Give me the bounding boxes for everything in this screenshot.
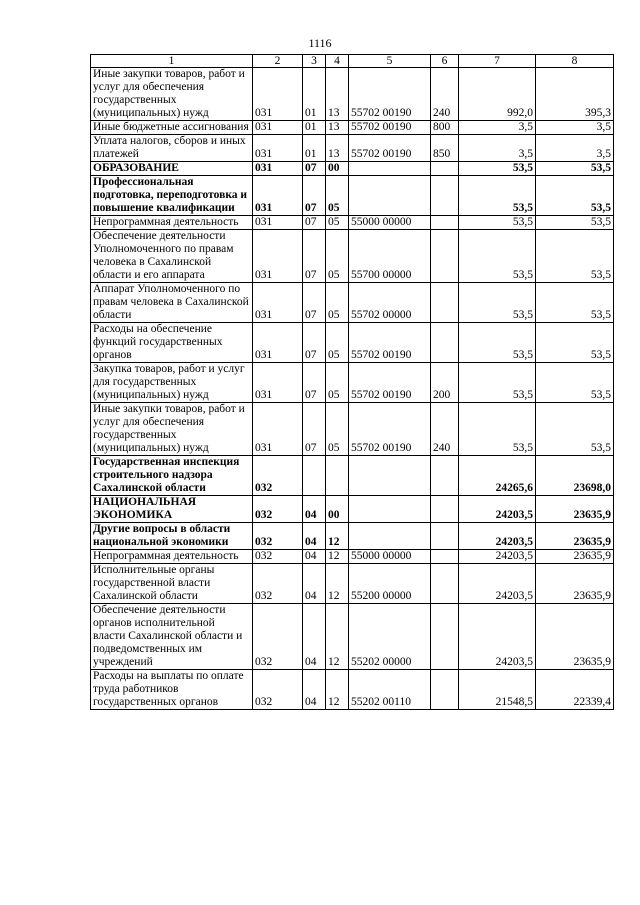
row-amount-1: 24203,5 <box>459 523 536 550</box>
row-expense-type <box>431 670 459 710</box>
row-section: 04 <box>303 496 326 523</box>
row-section: 04 <box>303 550 326 564</box>
row-admin-code: 031 <box>253 176 303 216</box>
row-target-article: 55702 00190 <box>349 323 431 363</box>
row-subsection: 12 <box>326 604 349 670</box>
row-subsection: 12 <box>326 670 349 710</box>
row-amount-2: 22339,4 <box>536 670 614 710</box>
row-amount-1: 21548,5 <box>459 670 536 710</box>
row-amount-2: 23635,9 <box>536 550 614 564</box>
row-name: Профессиональная подготовка, переподготовка и повышение квалификации <box>91 176 253 216</box>
row-name: Уплата налогов, сборов и иных платежей <box>91 135 253 162</box>
row-name: Закупка товаров, работ и услуг для государственных (муниципальных) нужд <box>91 363 253 403</box>
row-subsection: 05 <box>326 323 349 363</box>
row-section: 04 <box>303 604 326 670</box>
row-name: Непрограммная деятельность <box>91 216 253 230</box>
row-admin-code: 032 <box>253 456 303 496</box>
row-target-article: 55000 00000 <box>349 550 431 564</box>
row-admin-code: 031 <box>253 121 303 135</box>
row-section: 07 <box>303 162 326 176</box>
row-subsection: 00 <box>326 162 349 176</box>
row-admin-code: 031 <box>253 135 303 162</box>
row-expense-type <box>431 283 459 323</box>
row-admin-code: 031 <box>253 162 303 176</box>
row-amount-1: 3,5 <box>459 121 536 135</box>
row-section: 07 <box>303 283 326 323</box>
row-section: 04 <box>303 564 326 604</box>
row-amount-2: 23635,9 <box>536 604 614 670</box>
row-amount-2: 53,5 <box>536 162 614 176</box>
row-name: Аппарат Уполномоченного по правам человека в Сахалинской области <box>91 283 253 323</box>
row-expense-type <box>431 230 459 283</box>
row-section: 04 <box>303 523 326 550</box>
row-amount-1: 24265,6 <box>459 456 536 496</box>
row-target-article <box>349 523 431 550</box>
column-header: 2 <box>253 55 303 68</box>
row-section: 01 <box>303 68 326 121</box>
row-amount-2: 53,5 <box>536 216 614 230</box>
row-subsection: 12 <box>326 564 349 604</box>
row-amount-1: 53,5 <box>459 323 536 363</box>
row-amount-1: 24203,5 <box>459 604 536 670</box>
row-amount-1: 53,5 <box>459 216 536 230</box>
row-expense-type <box>431 456 459 496</box>
table-row <box>91 496 614 523</box>
table-row <box>91 68 614 121</box>
row-expense-type <box>431 564 459 604</box>
row-subsection: 00 <box>326 496 349 523</box>
row-amount-1: 992,0 <box>459 68 536 121</box>
row-amount-1: 24203,5 <box>459 564 536 604</box>
row-expense-type: 850 <box>431 135 459 162</box>
row-amount-2: 53,5 <box>536 323 614 363</box>
row-subsection: 12 <box>326 523 349 550</box>
row-subsection: 05 <box>326 216 349 230</box>
row-amount-1: 24203,5 <box>459 496 536 523</box>
row-amount-1: 3,5 <box>459 135 536 162</box>
row-admin-code: 032 <box>253 496 303 523</box>
row-section: 07 <box>303 176 326 216</box>
table-row <box>91 323 614 363</box>
row-name: Иные закупки товаров, работ и услуг для обеспечения государственных (муниципальных) нужд <box>91 403 253 456</box>
row-section: 07 <box>303 403 326 456</box>
row-target-article: 55000 00000 <box>349 216 431 230</box>
row-section: 07 <box>303 216 326 230</box>
row-amount-2: 395,3 <box>536 68 614 121</box>
row-amount-1: 53,5 <box>459 162 536 176</box>
table-row <box>91 162 614 176</box>
row-subsection: 12 <box>326 550 349 564</box>
row-name: Расходы на обеспечение функций государственных органов <box>91 323 253 363</box>
row-amount-1: 53,5 <box>459 363 536 403</box>
row-expense-type <box>431 323 459 363</box>
row-expense-type <box>431 216 459 230</box>
row-target-article <box>349 176 431 216</box>
row-amount-1: 53,5 <box>459 230 536 283</box>
row-subsection: 05 <box>326 403 349 456</box>
row-admin-code: 031 <box>253 68 303 121</box>
row-expense-type <box>431 523 459 550</box>
table-row <box>91 230 614 283</box>
row-target-article: 55702 00190 <box>349 121 431 135</box>
column-header: 6 <box>431 55 459 68</box>
column-header: 8 <box>536 55 614 68</box>
row-admin-code: 032 <box>253 564 303 604</box>
row-target-article: 55702 00190 <box>349 135 431 162</box>
row-expense-type <box>431 162 459 176</box>
column-header: 3 <box>303 55 326 68</box>
row-amount-2: 23635,9 <box>536 564 614 604</box>
table-row <box>91 216 614 230</box>
row-section: 01 <box>303 121 326 135</box>
row-expense-type: 240 <box>431 403 459 456</box>
table-row <box>91 550 614 564</box>
row-target-article <box>349 496 431 523</box>
row-expense-type <box>431 604 459 670</box>
row-amount-1: 53,5 <box>459 283 536 323</box>
row-expense-type <box>431 496 459 523</box>
row-admin-code: 032 <box>253 604 303 670</box>
row-expense-type <box>431 176 459 216</box>
row-admin-code: 031 <box>253 403 303 456</box>
row-admin-code: 032 <box>253 550 303 564</box>
table-row <box>91 604 614 670</box>
row-name: Иные закупки товаров, работ и услуг для обеспечения государственных (муниципальных) нужд <box>91 68 253 121</box>
row-name: Расходы на выплаты по оплате труда работников государственных органов <box>91 670 253 710</box>
table-row <box>91 121 614 135</box>
row-section: 04 <box>303 670 326 710</box>
row-amount-2: 3,5 <box>536 135 614 162</box>
row-amount-2: 53,5 <box>536 230 614 283</box>
row-subsection: 05 <box>326 363 349 403</box>
row-target-article: 55702 00190 <box>349 68 431 121</box>
row-target-article: 55700 00000 <box>349 230 431 283</box>
row-amount-2: 53,5 <box>536 176 614 216</box>
table-row <box>91 283 614 323</box>
row-subsection: 05 <box>326 283 349 323</box>
budget-table <box>90 54 614 710</box>
row-target-article: 55702 00000 <box>349 283 431 323</box>
row-target-article: 55702 00190 <box>349 403 431 456</box>
row-subsection: 05 <box>326 176 349 216</box>
row-admin-code: 032 <box>253 670 303 710</box>
row-admin-code: 031 <box>253 363 303 403</box>
row-section <box>303 456 326 496</box>
row-name: ОБРАЗОВАНИЕ <box>91 162 253 176</box>
table-row <box>91 670 614 710</box>
row-name: Другие вопросы в области национальной экономики <box>91 523 253 550</box>
row-amount-2: 23635,9 <box>536 523 614 550</box>
row-admin-code: 032 <box>253 523 303 550</box>
row-subsection: 05 <box>326 230 349 283</box>
table-row <box>91 176 614 216</box>
row-admin-code: 031 <box>253 216 303 230</box>
row-amount-2: 23635,9 <box>536 496 614 523</box>
row-amount-2: 53,5 <box>536 363 614 403</box>
row-admin-code: 031 <box>253 230 303 283</box>
column-header: 1 <box>91 55 253 68</box>
table-row <box>91 135 614 162</box>
row-target-article: 55202 00000 <box>349 604 431 670</box>
row-expense-type: 200 <box>431 363 459 403</box>
row-amount-2: 53,5 <box>536 403 614 456</box>
row-section: 07 <box>303 363 326 403</box>
row-name: НАЦИОНАЛЬНАЯ ЭКОНОМИКА <box>91 496 253 523</box>
row-expense-type <box>431 550 459 564</box>
row-expense-type: 240 <box>431 68 459 121</box>
row-name: Обеспечение деятельности Уполномоченного по правам человека в Сахалинской области и его аппарата <box>91 230 253 283</box>
row-section: 07 <box>303 323 326 363</box>
row-expense-type: 800 <box>431 121 459 135</box>
row-name: Иные бюджетные ассигнования <box>91 121 253 135</box>
row-target-article: 55200 00000 <box>349 564 431 604</box>
row-target-article <box>349 456 431 496</box>
row-amount-1: 24203,5 <box>459 550 536 564</box>
row-admin-code: 031 <box>253 283 303 323</box>
table-body <box>91 68 614 710</box>
table-row <box>91 363 614 403</box>
page-number: 1116 <box>308 36 332 50</box>
row-amount-2: 53,5 <box>536 283 614 323</box>
header-row <box>91 55 614 68</box>
row-subsection <box>326 456 349 496</box>
row-section: 07 <box>303 230 326 283</box>
column-header: 7 <box>459 55 536 68</box>
row-target-article <box>349 162 431 176</box>
row-admin-code: 031 <box>253 323 303 363</box>
row-amount-2: 23698,0 <box>536 456 614 496</box>
row-section: 01 <box>303 135 326 162</box>
row-subsection: 13 <box>326 68 349 121</box>
table-row <box>91 523 614 550</box>
row-target-article: 55702 00190 <box>349 363 431 403</box>
row-amount-2: 3,5 <box>536 121 614 135</box>
row-target-article: 55202 00110 <box>349 670 431 710</box>
row-subsection: 13 <box>326 135 349 162</box>
table-row <box>91 403 614 456</box>
row-amount-1: 53,5 <box>459 403 536 456</box>
row-amount-1: 53,5 <box>459 176 536 216</box>
row-name: Обеспечение деятельности органов исполнительной власти Сахалинской области и подведомственных им учреждений <box>91 604 253 670</box>
row-name: Непрограммная деятельность <box>91 550 253 564</box>
row-name: Государственная инспекция строительного надзора Сахалинской области <box>91 456 253 496</box>
row-name: Исполнительные органы государственной власти Сахалинской области <box>91 564 253 604</box>
row-subsection: 13 <box>326 121 349 135</box>
table-row <box>91 456 614 496</box>
column-header: 5 <box>349 55 431 68</box>
column-header: 4 <box>326 55 349 68</box>
table-row <box>91 564 614 604</box>
